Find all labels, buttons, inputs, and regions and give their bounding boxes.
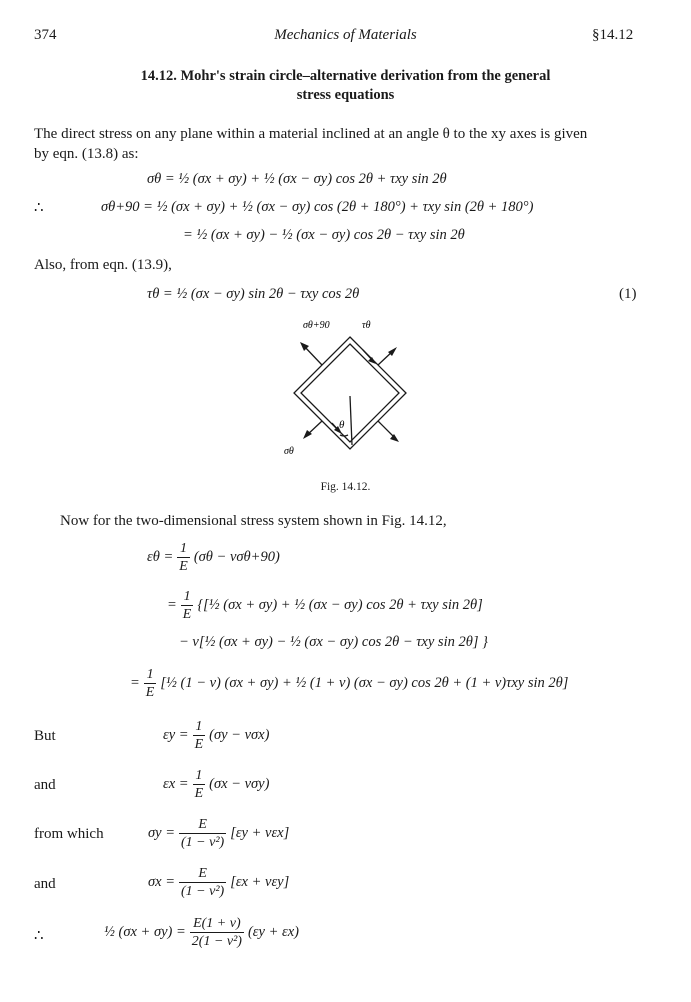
strain-equation-line3: − ν[½ (σx + σy) − ½ (σx − σy) cos 2θ − τxy sin 2θ] }: [179, 634, 488, 650]
equation-sigma-y: σy = $\frac{E}{\text{(1 − ν²)}}$ [εy + νεx]: [148, 817, 290, 850]
equation-eps-y: εy = $\frac{1}{E}$ (σy − νσx): [163, 719, 270, 752]
page-number: 374: [34, 27, 57, 43]
therefore-symbol: ∴: [34, 200, 44, 216]
but-label: But: [34, 728, 56, 744]
strain-lhs: εθ =: [147, 549, 174, 566]
intro-line1: The direct stress on any plane within a material inclined at an angle θ to the xy axes is given: [34, 126, 588, 142]
stress-element-diagram: [270, 315, 430, 465]
strain-equation-line2: = $\frac{1}{E}$ {[½ (σx + σy) + ½ (σx − σy) cos 2θ + τxy sin 2θ]: [167, 589, 483, 622]
equation-sigma-theta-90-simplified: = ½ (σx + σy) − ½ (σx − σy) cos 2θ − τxy sin 2θ: [183, 227, 465, 243]
label-sigma-theta: σθ: [284, 446, 294, 457]
strain-equation-line4: = $\frac{1}{E}$ [½ (1 − ν) (σx + σy) + ½ (1 + ν) (σx − σy) cos 2θ + (1 + ν)τxy sin 2θ]: [130, 667, 569, 700]
running-title: Mechanics of Materials: [274, 27, 417, 43]
intro-line2: by eqn. (13.8) as:: [34, 146, 139, 162]
section-title-line2: stress equations: [296, 87, 395, 103]
equation-tau-theta: τθ = ½ (σx − σy) sin 2θ − τxy cos 2θ: [147, 286, 360, 302]
equation-number: (1): [619, 286, 637, 302]
equation-sigma-x: σx = $\frac{E}{\text{(1 − ν²)}}$ [εx + νεy]: [148, 866, 290, 899]
equation-final: ½ (σx + σy) = $\frac{E(1 + \nu)}{\text{2(1 − ν²)}}$ (εy + εx): [104, 916, 299, 949]
and-label-2: and: [34, 876, 56, 892]
figure-caption: Fig. 14.12.: [320, 481, 371, 493]
fraction-one-over-e: $\frac{1}{E}$: [179, 541, 188, 574]
now-text: Now for the two-dimensional stress system shown in Fig. 14.12,: [60, 513, 447, 529]
label-tau-theta: τθ: [362, 320, 371, 331]
section-title-line1: 14.12. Mohr's strain circle–alternative derivation from the general: [140, 68, 551, 84]
equation-eps-x: εx = $\frac{1}{E}$ (σx − νσy): [163, 768, 270, 801]
label-theta: θ: [339, 419, 345, 431]
therefore-symbol-2: ∴: [34, 928, 44, 944]
section-reference: §14.12: [592, 27, 634, 43]
and-label: and: [34, 777, 56, 793]
also-text: Also, from eqn. (13.9),: [34, 257, 172, 273]
equation-sigma-theta-90: σθ+90 = ½ (σx + σy) + ½ (σx − σy) cos (2θ + 180°) + τxy sin (2θ + 180°): [101, 199, 534, 215]
from-which-label: from which: [34, 826, 104, 842]
reference-line: [350, 396, 352, 445]
strain-equation-line1: [147, 540, 280, 575]
equation-sigma-theta: σθ = ½ (σx + σy) + ½ (σx − σy) cos 2θ + τxy sin 2θ: [147, 171, 447, 187]
label-sigma-theta-90: σθ+90: [303, 320, 330, 331]
strain-rhs: (σθ − νσθ+90): [193, 549, 280, 566]
